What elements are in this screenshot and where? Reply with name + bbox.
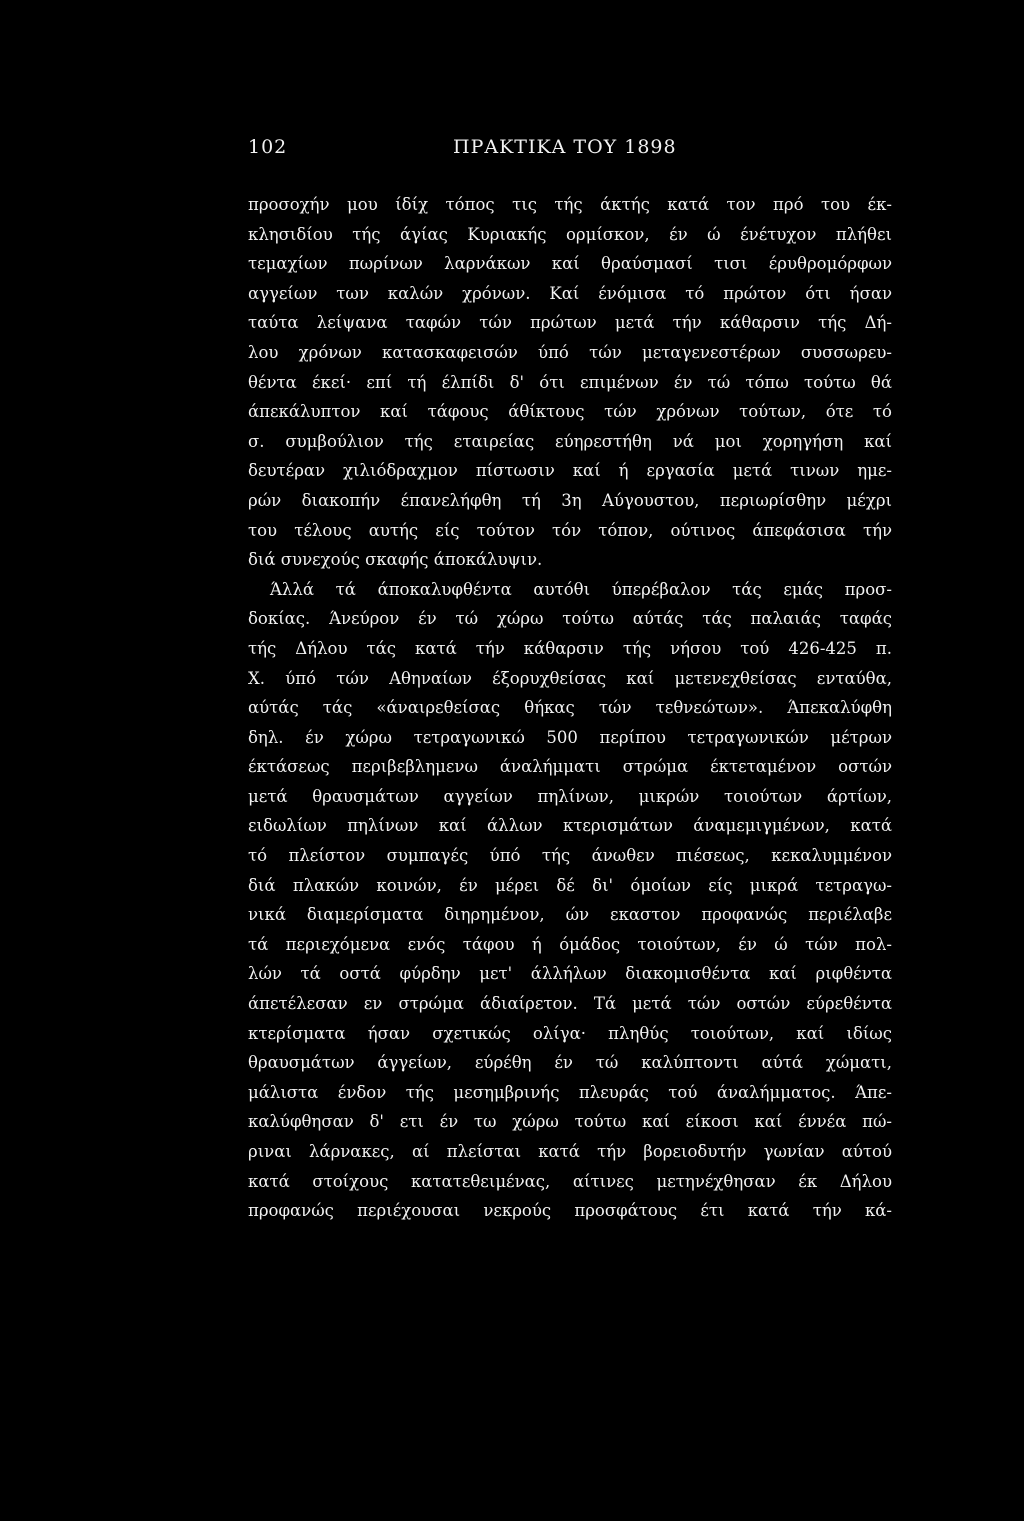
page-number: 102 — [248, 136, 288, 158]
text-line: Άλλά τά άποκαλυφθέντα αυτόθι ύπερέβαλον τάς εμάς προσ- — [270, 579, 892, 599]
text-line: λου χρόνων κατασκαφεισών ύπό τών μεταγενεστέρων συσσωρευ- — [248, 342, 892, 362]
text-line: έκτάσεως περιβεβλημενω άναλήμματι στρώμα έκτεταμένον οστών — [248, 757, 892, 777]
text-line: ειδωλίων πηλίνων καί άλλων κτερισμάτων άναμεμιγμένων, κατά — [248, 816, 892, 836]
text-line: αύτάς τάς «άναιρεθείσας θήκας τών τεθνεώτων». Άπεκαλύφθη — [248, 698, 892, 718]
text-line: μάλιστα ένδον τής μεσημβρινής πλευράς τού άναλήμματος. Άπε- — [248, 1082, 892, 1102]
text-line: νικά διαμερίσματα διηρημένον, ών εκαστον προφανώς περιέλαβε — [248, 905, 892, 925]
text-line: τά περιεχόμενα ενός τάφου ή όμάδος τοιούτων, έν ώ τών πολ- — [248, 934, 892, 954]
text-line: προφανώς περιέχουσαι νεκρούς προσφάτους έτι κατά τήν κά- — [248, 1201, 892, 1221]
text-line: του τέλους αυτής είς τούτον τόν τόπον, ούτινος άπεφάσισα τήν — [248, 520, 892, 540]
text-line: διά πλακών κοινών, έν μέρει δέ δι' όμοίων είς μικρά τετραγω- — [248, 875, 892, 895]
text-line: καλύφθησαν δ' ετι έν τω χώρω τούτω καί είκοσι καί έννέα πώ- — [248, 1112, 892, 1132]
text-line: θέντα έκεί· επί τή έλπίδι δ' ότι επιμένων έν τώ τόπω τούτω θά — [248, 372, 892, 392]
text-line: άπετέλεσαν εν στρώμα άδιαίρετον. Τά μετά τών οστών εύρεθέντα — [248, 994, 892, 1014]
text-line: κατά στοίχους κατατεθειμένας, αίτινες μετηνέχθησαν έκ Δήλου — [248, 1171, 892, 1191]
page-header — [248, 136, 892, 166]
text-line: τό πλείστον συμπαγές ύπό τής άνωθεν πιέσεως, κεκαλυμμένον — [248, 846, 892, 866]
text-line: προσοχήν μου ίδίχ τόπος τις τής άκτής κατά τον πρό του έκ- — [248, 195, 892, 214]
text-line: κλησιδίου τής άγίας Κυριακής ορμίσκον, έν ώ ένέτυχον πλήθει — [248, 224, 892, 244]
text-line: αγγείων των καλών χρόνων. Καί ένόμισα τό πρώτον ότι ήσαν — [248, 283, 892, 303]
text-line: τής Δήλου τάς κατά τήν κάθαρσιν τής νήσου τού 426-425 π. — [248, 638, 892, 658]
text-line: τεμαχίων πωρίνων λαρνάκων καί θραύσμασί τισι έρυθρομόρφων — [248, 254, 892, 274]
text-line: Χ. ύπό τών Αθηναίων έξορυχθείσας καί μετενεχθείσας ενταύθα, — [248, 668, 892, 688]
running-title: ΠΡΑΚΤΙΚΑ ΤΟΥ 1898 — [453, 136, 677, 158]
text-line: λών τά οστά φύρδην μετ' άλλήλων διακομισθέντα καί ριφθέντα — [248, 964, 892, 984]
text-line: σ. συμβούλιον τής εταιρείας εύηρεστήθη νά μοι χορηγήση καί — [248, 431, 892, 451]
body-text — [248, 190, 892, 1226]
text-line: άπεκάλυπτον καί τάφους άθίκτους τών χρόνων τούτων, ότε τό — [248, 402, 892, 422]
text-line: δοκίας. Άνεύρον έν τώ χώρω τούτω αύτάς τάς παλαιάς ταφάς — [248, 609, 892, 629]
text-line: ρών διακοπήν έπανελήφθη τή 3η Αύγουστου, περιωρίσθην μέχρι — [248, 490, 892, 510]
text-line: δευτέραν χιλιόδραχμον πίστωσιν καί ή εργασία μετά τινων ημε- — [248, 461, 892, 481]
text-line: ριναι λάρνακες, αί πλείσται κατά τήν βορειοδυτήν γωνίαν αύτού — [248, 1142, 892, 1161]
text-line: μετά θραυσμάτων αγγείων πηλίνων, μικρών τοιούτων άρτίων, — [248, 786, 892, 806]
text-line: κτερίσματα ήσαν σχετικώς ολίγα· πληθύς τοιούτων, καί ιδίως — [248, 1023, 892, 1043]
text-line: θραυσμάτων άγγείων, εύρέθη έν τώ καλύπτοντι αύτά χώματι, — [248, 1053, 892, 1073]
text-line: δηλ. έν χώρω τετραγωνικώ 500 περίπου τετραγωνικών μέτρων — [248, 727, 892, 747]
text-line: ταύτα λείψανα ταφών τών πρώτων μετά τήν κάθαρσιν τής Δή- — [248, 313, 892, 333]
text-line: διά συνεχούς σκαφής άποκάλυψιν. — [248, 550, 543, 570]
